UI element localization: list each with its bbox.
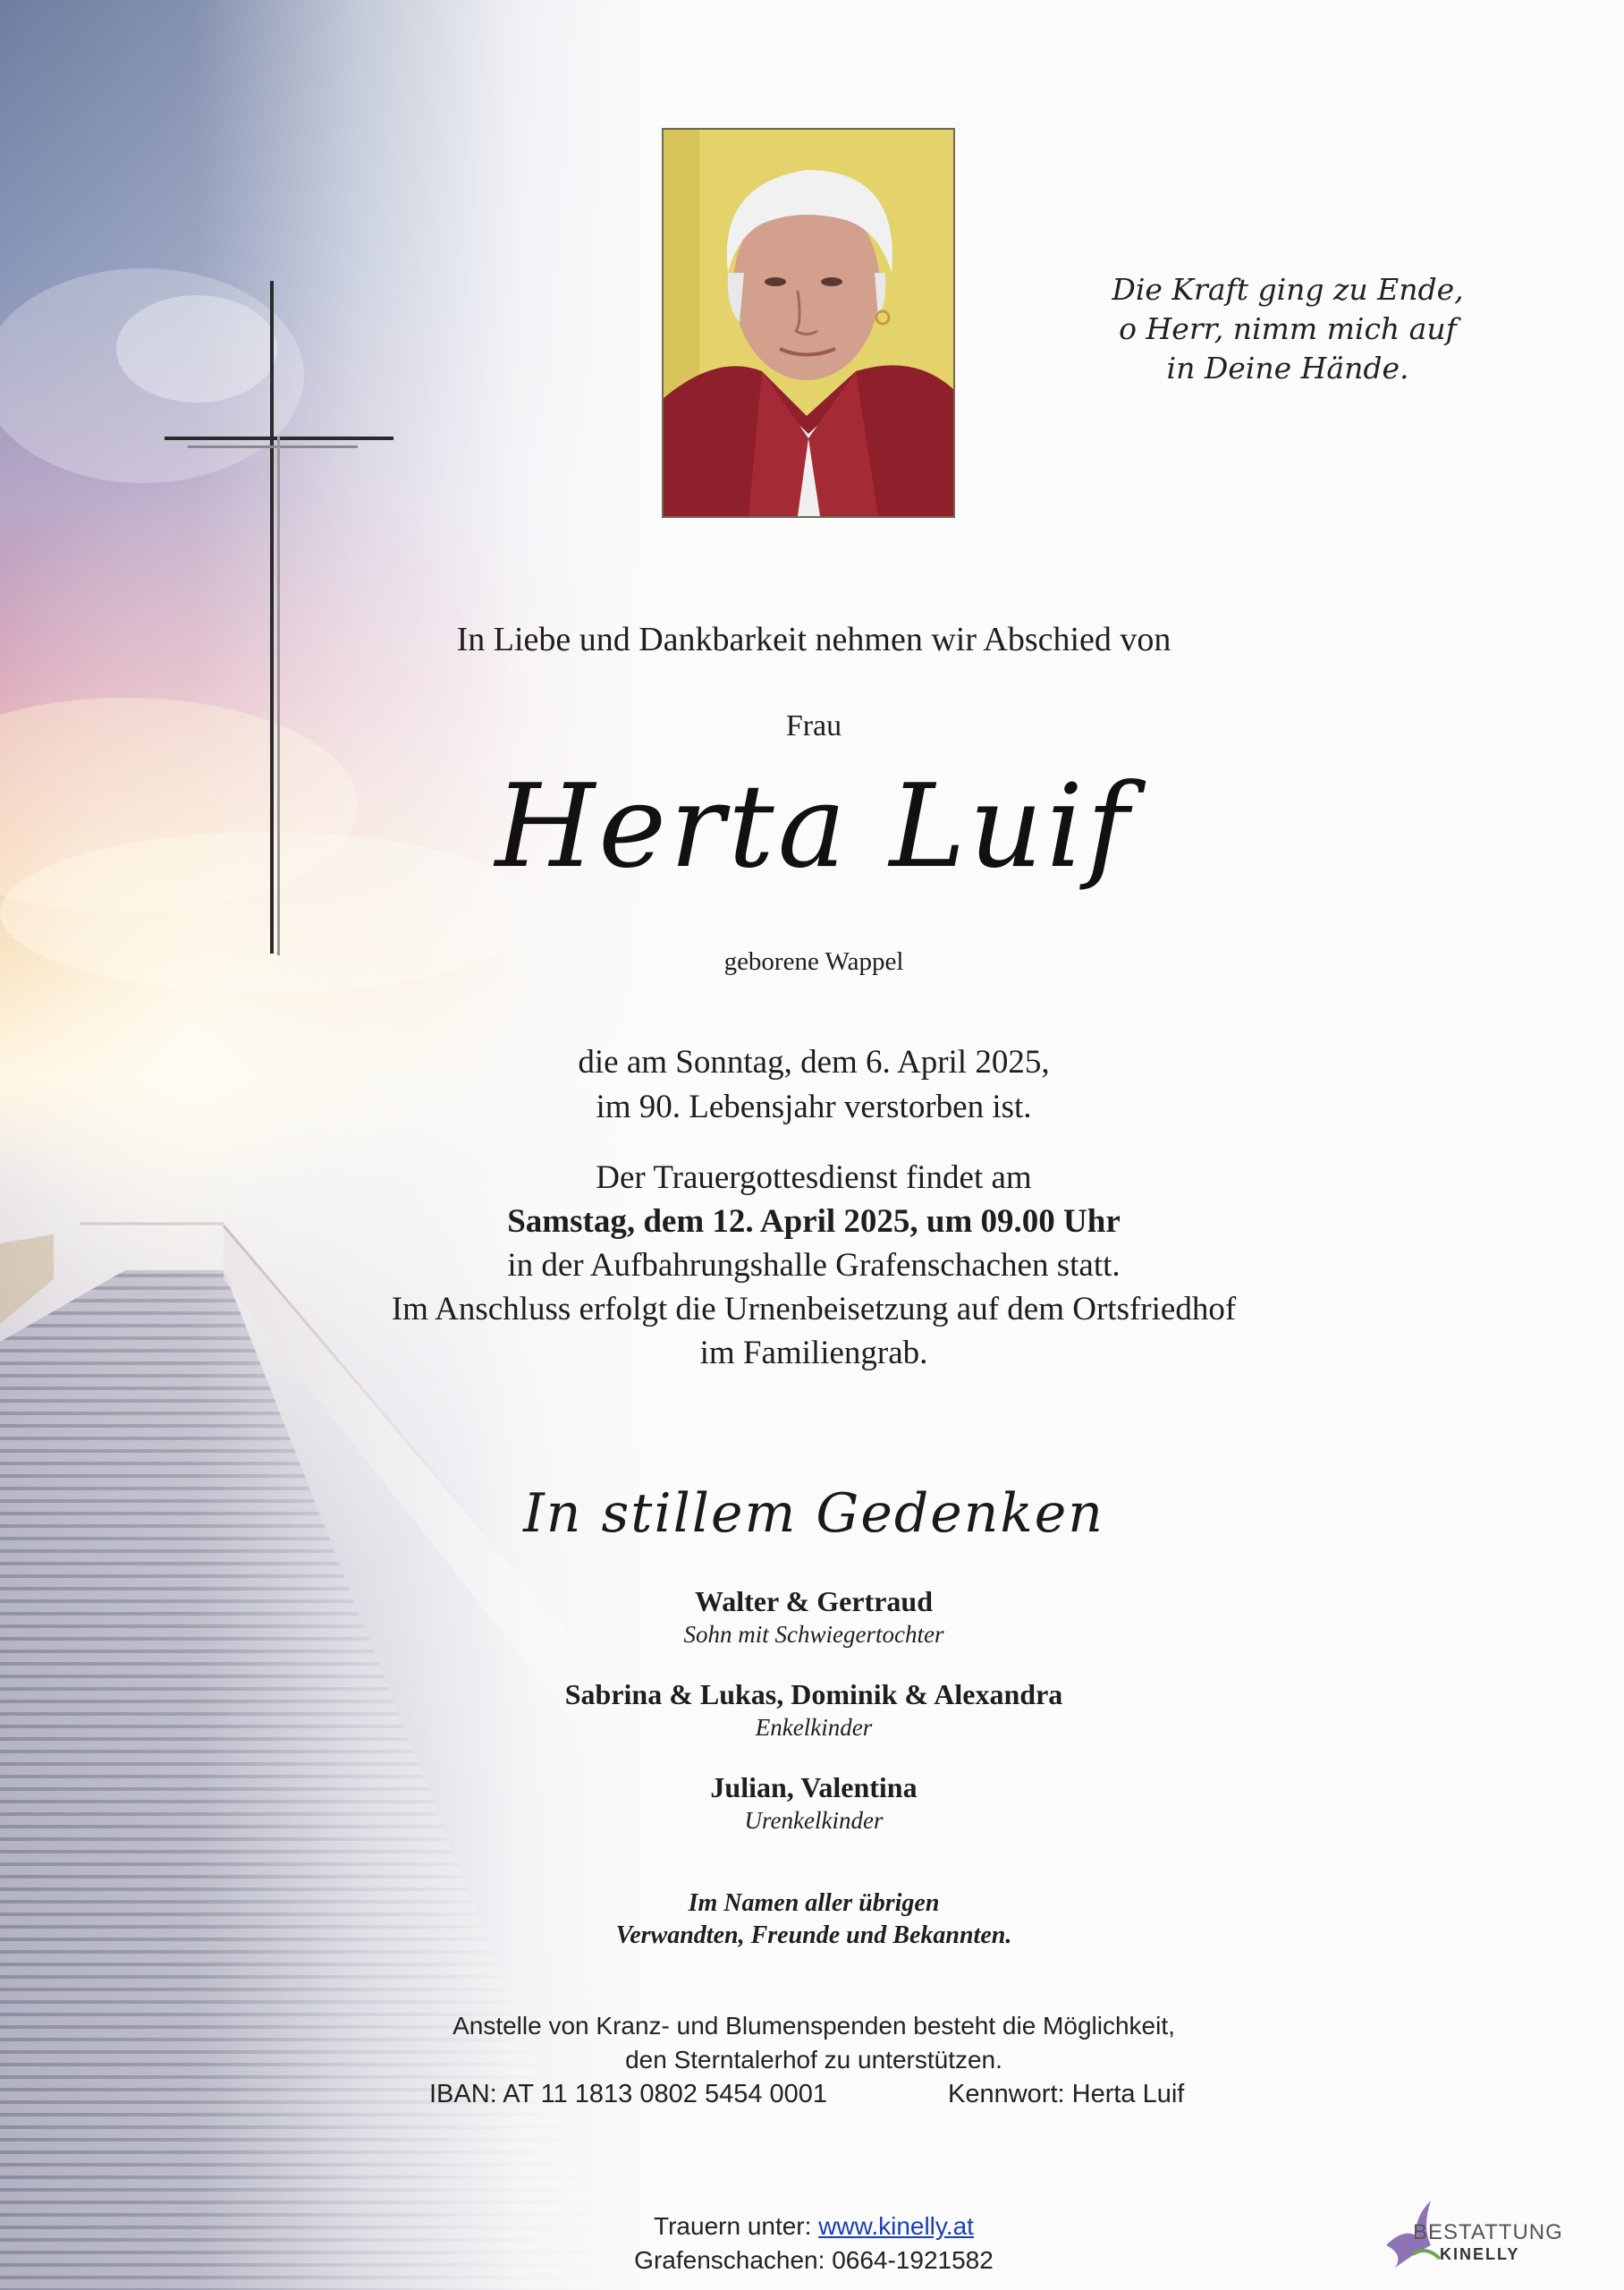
memory-heading: In stillem Gedenken xyxy=(523,1482,1104,1545)
verse-line-2: o Herr, nimm mich auf xyxy=(1119,311,1457,346)
funeral-home-logo xyxy=(1377,2192,1592,2281)
donation-line-1: Anstelle von Kranz- und Blumenspenden besteht die Möglichkeit, xyxy=(453,2012,1175,2040)
footer xyxy=(295,2209,1332,2277)
deceased-name: Herta Luif xyxy=(495,760,1133,894)
mourner-group xyxy=(295,1583,1332,1650)
others-line-1: Im Namen aller übrigen xyxy=(688,1889,940,1917)
death-line-1: die am Sonntag, dem 6. April 2025, xyxy=(578,1044,1050,1081)
service-line-1: Der Trauergottesdienst findet am xyxy=(596,1159,1032,1196)
verse-line-1: Die Kraft ging zu Ende, xyxy=(1112,272,1464,307)
birth-name: geborene Wappel xyxy=(723,947,904,976)
salutation: Frau xyxy=(785,709,842,742)
iban: IBAN: AT 11 1813 0802 5454 0001 xyxy=(429,2080,828,2108)
donation-keyword: Kennwort: Herta Luif xyxy=(948,2080,1185,2108)
portrait-photo xyxy=(662,128,955,518)
logo-line-1: BESTATTUNG xyxy=(1413,2220,1563,2244)
mourn-label: Trauern unter: xyxy=(654,2212,812,2240)
donation-note xyxy=(295,2009,1332,2077)
phone-number: Grafenschachen: 0664-1921582 xyxy=(634,2246,994,2274)
mourner-relation: Urenkelkinder xyxy=(744,1807,884,1834)
logo-line-2: KINELLY xyxy=(1440,2245,1520,2263)
service-line-4: Im Anschluss erfolgt die Urnenbeisetzung auf dem Ortsfriedhof xyxy=(391,1291,1237,1327)
mourner-group xyxy=(295,1769,1332,1836)
mourner-names: Walter & Gertraud xyxy=(694,1585,933,1617)
death-line-2: im 90. Lebensjahr verstorben ist. xyxy=(596,1089,1032,1125)
mourner-relation: Enkelkinder xyxy=(755,1714,873,1741)
website-link[interactable]: www.kinelly.at xyxy=(818,2212,974,2240)
intro-text: In Liebe und Dankbarkeit nehmen wir Abschied von xyxy=(456,621,1171,658)
mourner-names: Julian, Valentina xyxy=(710,1771,918,1803)
service-info xyxy=(295,1156,1332,1375)
mourner-names: Sabrina & Lukas, Dominik & Alexandra xyxy=(564,1678,1063,1710)
verse-line-3: in Deine Hände. xyxy=(1166,351,1409,386)
death-notice xyxy=(295,1040,1332,1130)
service-line-5: im Familiengrab. xyxy=(699,1335,928,1371)
others-line-2: Verwandten, Freunde und Bekannten. xyxy=(615,1921,1012,1949)
service-date: Samstag, dem 12. April 2025, um 09.00 Uhr xyxy=(507,1203,1121,1240)
verse xyxy=(1055,270,1520,388)
others-note xyxy=(295,1887,1332,1952)
donation-line-2: den Sterntalerhof zu unterstützen. xyxy=(625,2046,1002,2074)
mourner-relation: Sohn mit Schwiegertochter xyxy=(683,1621,944,1648)
mourner-group xyxy=(295,1676,1332,1743)
service-line-3: in der Aufbahrungshalle Grafenschachen statt. xyxy=(507,1247,1121,1284)
